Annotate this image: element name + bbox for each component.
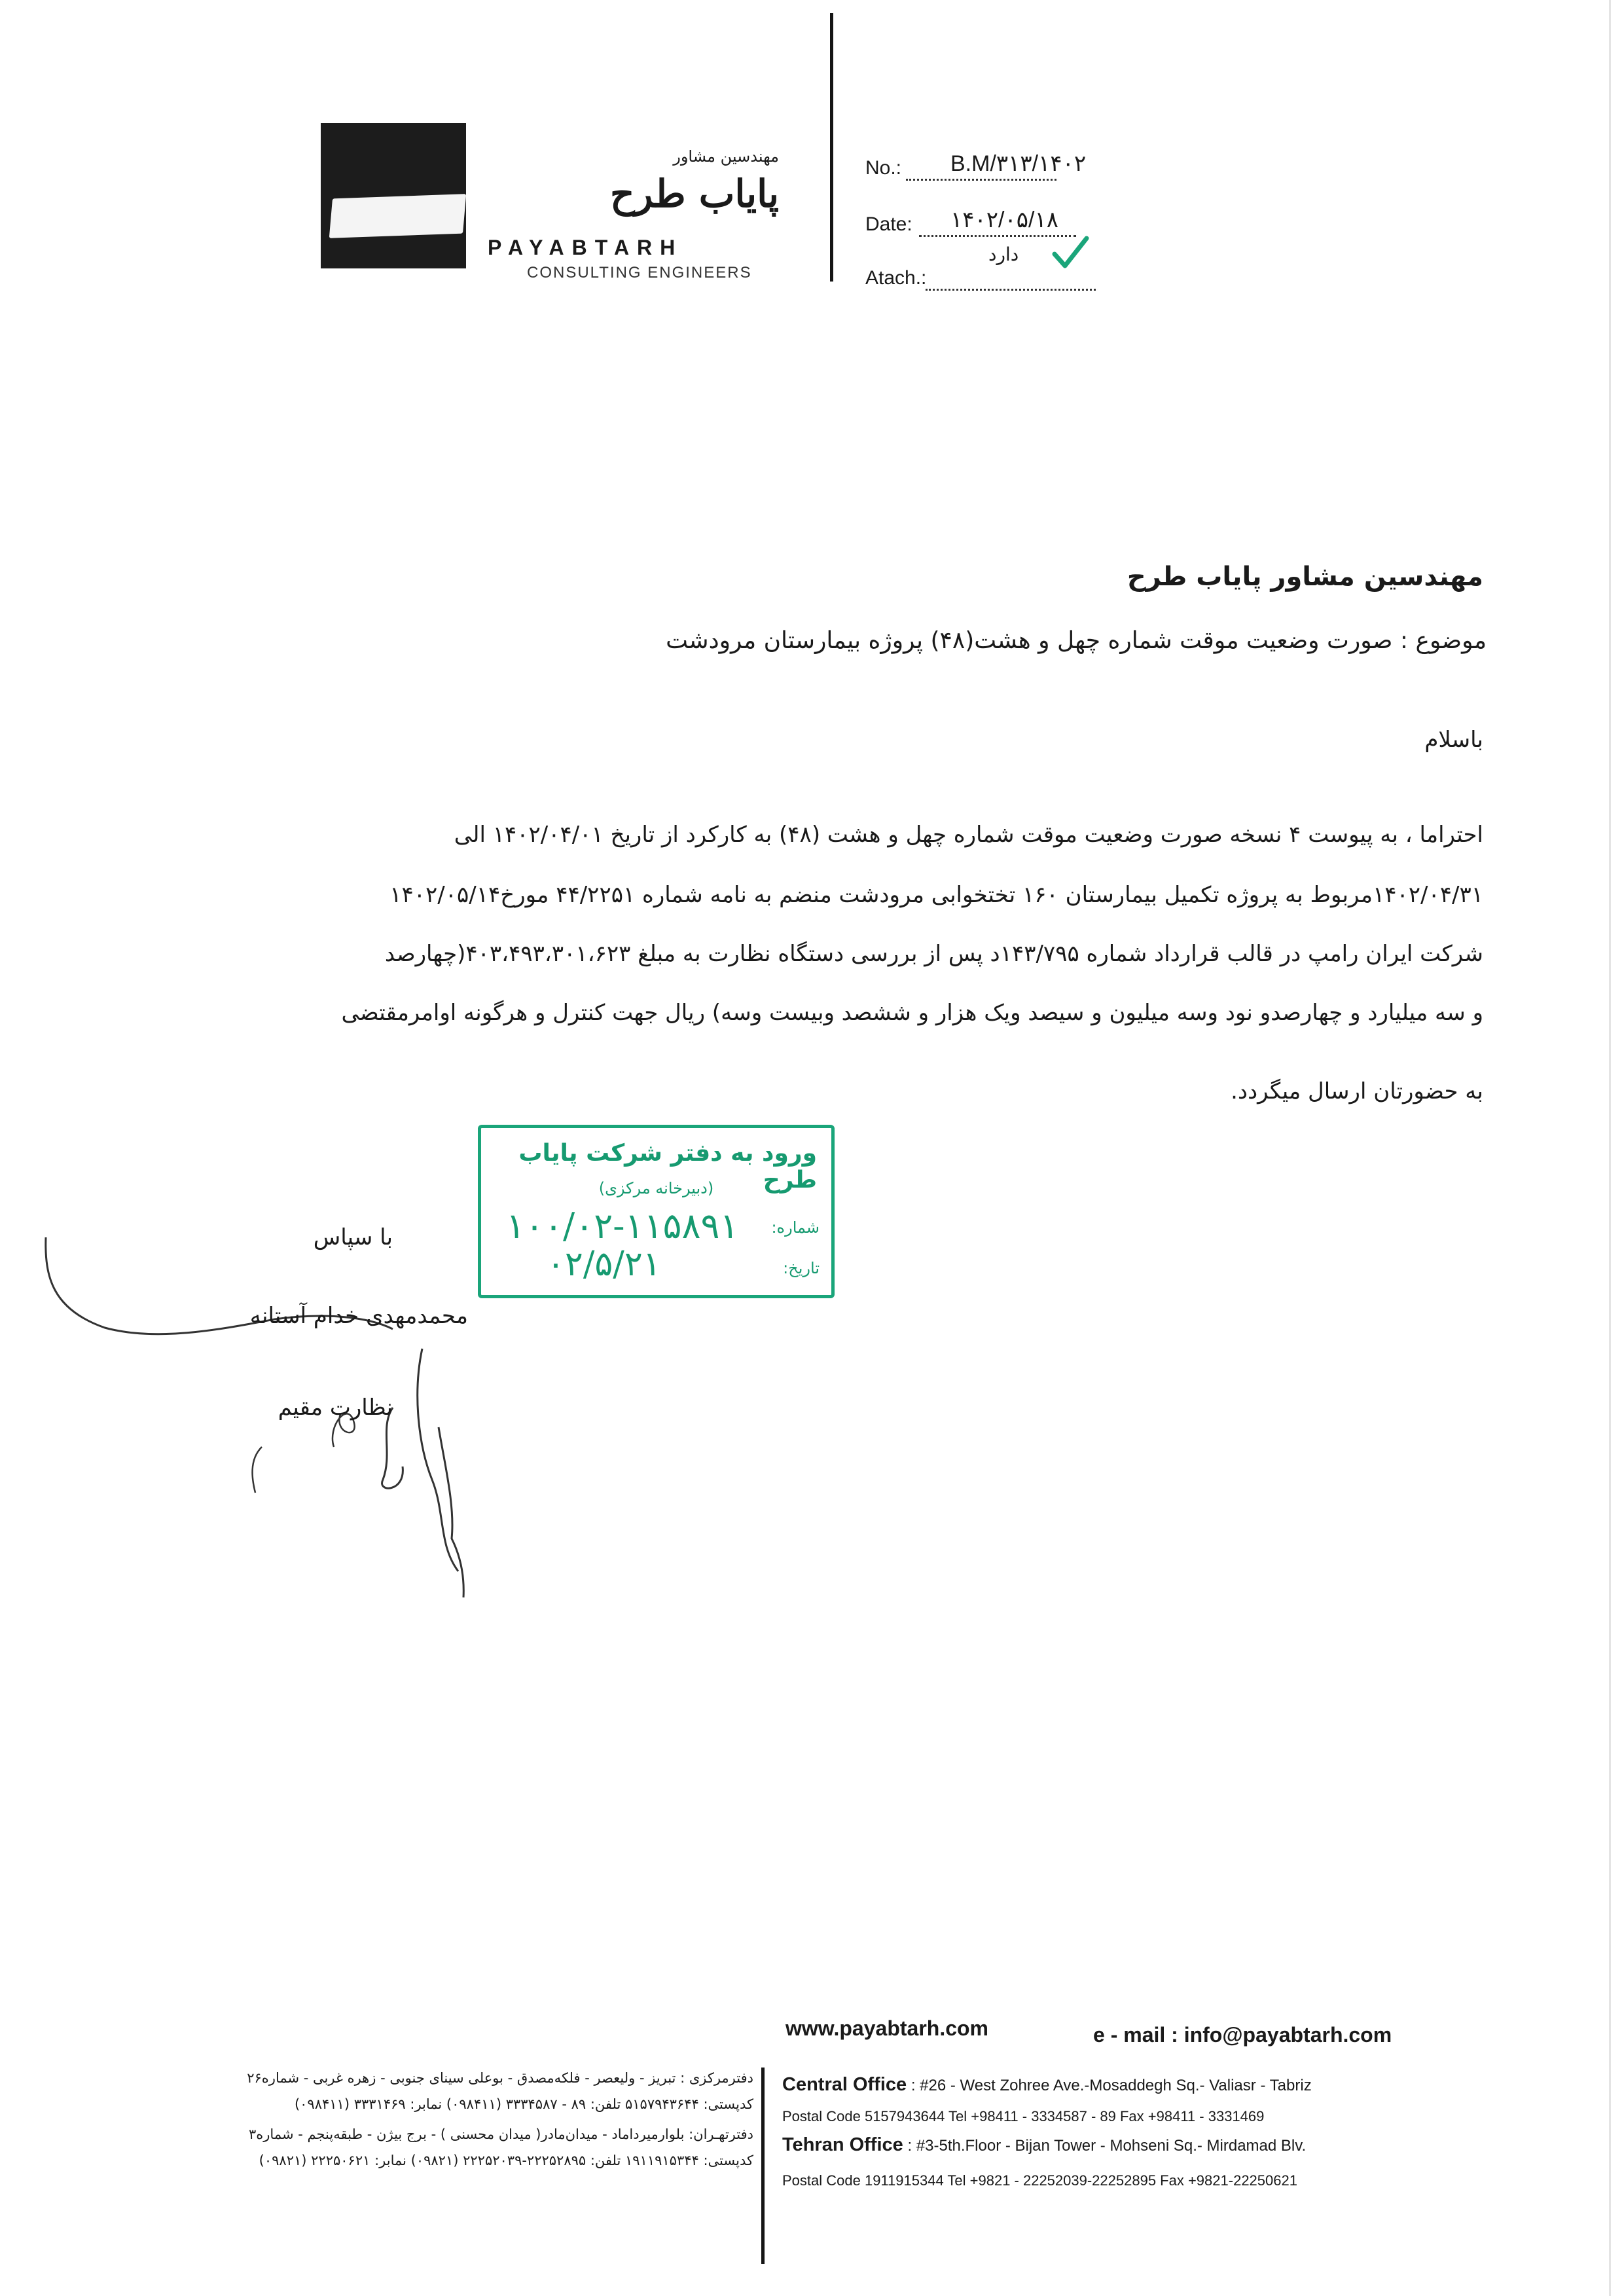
brand-small-text: مهندسین مشاور <box>673 147 779 166</box>
dotted-line <box>906 179 1056 181</box>
website-link[interactable]: www.payabtarh.com <box>785 2016 988 2040</box>
attachment-label: Atach.: <box>865 267 927 289</box>
header-divider <box>830 13 833 282</box>
letter-date-value: ۱۴۰۲/۰۵/۱۸ <box>950 208 1058 232</box>
body-line: شرکت ایران رامپ در قالب قرارداد شماره ۱۴۳/۷۹۵د پس از بررسی دستگاه نظارت به مبلغ ۴۰۳،۴۹۳،۳۰۱،۶۲۳(چهارصد <box>384 941 1483 967</box>
handwritten-signature <box>26 1231 484 1624</box>
central-office-label: Central Office <box>782 2074 907 2095</box>
stamp-number-label: شماره: <box>771 1218 820 1237</box>
fa-address-line: دفترمرکزی : تبریز - ولیعصر - فلکه‌مصدق - بوعلی سینای جنوبی - زهره غربی - شماره۲۶ <box>247 2070 753 2086</box>
greeting: باسلام <box>1424 727 1483 753</box>
brand-subtitle: CONSULTING ENGINEERS <box>527 264 752 282</box>
central-office-contact: Postal Code 5157943644 Tel +98411 - 3334587 - 89 Fax +98411 - 3331469 <box>782 2108 1265 2124</box>
page-edge <box>1609 0 1611 2296</box>
tehran-office-label: Tehran Office <box>782 2134 903 2155</box>
letter-number-value: B.M/۳۱۳/۱۴۰۲ <box>950 151 1087 176</box>
fa-address-line: کدپستی: ۱۹۱۱۹۱۵۳۴۴ تلفن: ۲۲۲۵۲۸۹۵-۲۲۲۵۲۰۳۹ (۰۹۸۲۱) نمابر: ۲۲۲۵۰۶۲۱ (۰۹۸۲۱) <box>259 2153 753 2168</box>
recipient: مهندسین مشاور پایاب طرح <box>1127 562 1483 592</box>
check-mark-icon <box>1051 234 1090 274</box>
fa-address-line: دفترتهـران: بلوارمیرداماد - میدان‌مادر( میدان محسنی ) - برج بیژن - طبقه‌پنجم - شماره۳ <box>249 2126 753 2142</box>
footer-divider <box>761 2068 765 2264</box>
tehran-office-address <box>782 2134 1476 2156</box>
body-line: و سه میلیارد و چهارصدو نود وسه میلیون و سیصد ویک هزار و ششصد وبیست وسه) ریال جهت کنترل و هرگونه اوامرمقتضی <box>341 1000 1483 1026</box>
subject-line: موضوع : صورت وضعیت موقت شماره چهل و هشت(۴۸) پروژه بیمارستان مرودشت <box>666 627 1487 654</box>
email-link[interactable]: e - mail : info@payabtarh.com <box>1093 2023 1392 2047</box>
closing-text: با سپاس <box>313 1224 393 1250</box>
letter-date-label: Date: <box>865 213 912 235</box>
stamp-number-value: ۱۰۰/۰۲-۱۱۵۸۹۱ <box>506 1205 739 1247</box>
tehran-office-text: : #3-5th.Floor - Bijan Tower - Mohseni Sq.- Mirdamad Blv. <box>903 2137 1307 2155</box>
central-office-text: : #26 - West Zohree Ave.-Mosaddegh Sq.- Valiasr - Tabriz <box>907 2077 1312 2094</box>
letter-number-row <box>865 152 1101 182</box>
stamp-title: ورود به دفتر شرکت پایاب طرح <box>518 1140 817 1194</box>
brand-persian-name: پایاب طرح <box>609 172 779 216</box>
body-line: ۱۴۰۲/۰۴/۳۱مربوط به پروژه تکمیل بیمارستان ۱۶۰ تختخوابی مرودشت منضم به نامه شماره ۴۴/۲۲۵۱ مورخ۱۴۰۲/۰۵/۱۴ <box>389 882 1483 908</box>
stamp-subtitle: (دبیرخانه مرکزی) <box>598 1179 714 1197</box>
body-line: احتراما ، به پیوست ۴ نسخه صورت وضعیت موقت شماره چهل و هشت (۴۸) به کارکرد از تاریخ ۱۴۰۲/۰۴/۰۱ الی <box>454 822 1483 848</box>
tehran-office-contact: Postal Code 1911915344 Tel +9821 - 22252039-22252895 Fax +9821-22250621 <box>782 2172 1297 2189</box>
letter-number-label: No.: <box>865 157 902 179</box>
fa-address-line: کدپستی: ۵۱۵۷۹۴۳۶۴۴ تلفن: ۸۹ - ۳۳۳۴۵۸۷ (۰۹۸۴۱۱) نمابر: ۳۳۳۱۴۶۹ (۰۹۸۴۱۱) <box>294 2096 753 2112</box>
signer-role: نظارت مقیم <box>278 1394 393 1421</box>
logo-stripe <box>329 194 466 238</box>
attachment-value: دارد <box>988 244 1019 265</box>
stamp-date-label: تاریخ: <box>783 1259 820 1277</box>
central-office-address <box>782 2074 1476 2096</box>
receipt-stamp <box>478 1125 835 1298</box>
brand-english-name: PAYABTARH <box>488 236 683 259</box>
signer-name: محمدمهدی خدام آستانه <box>249 1303 468 1329</box>
body-line: به حضورتان ارسال میگردد. <box>1231 1078 1483 1104</box>
stamp-date-value: ۰۲/۵/۲۱ <box>547 1245 661 1284</box>
dotted-line <box>926 289 1096 291</box>
